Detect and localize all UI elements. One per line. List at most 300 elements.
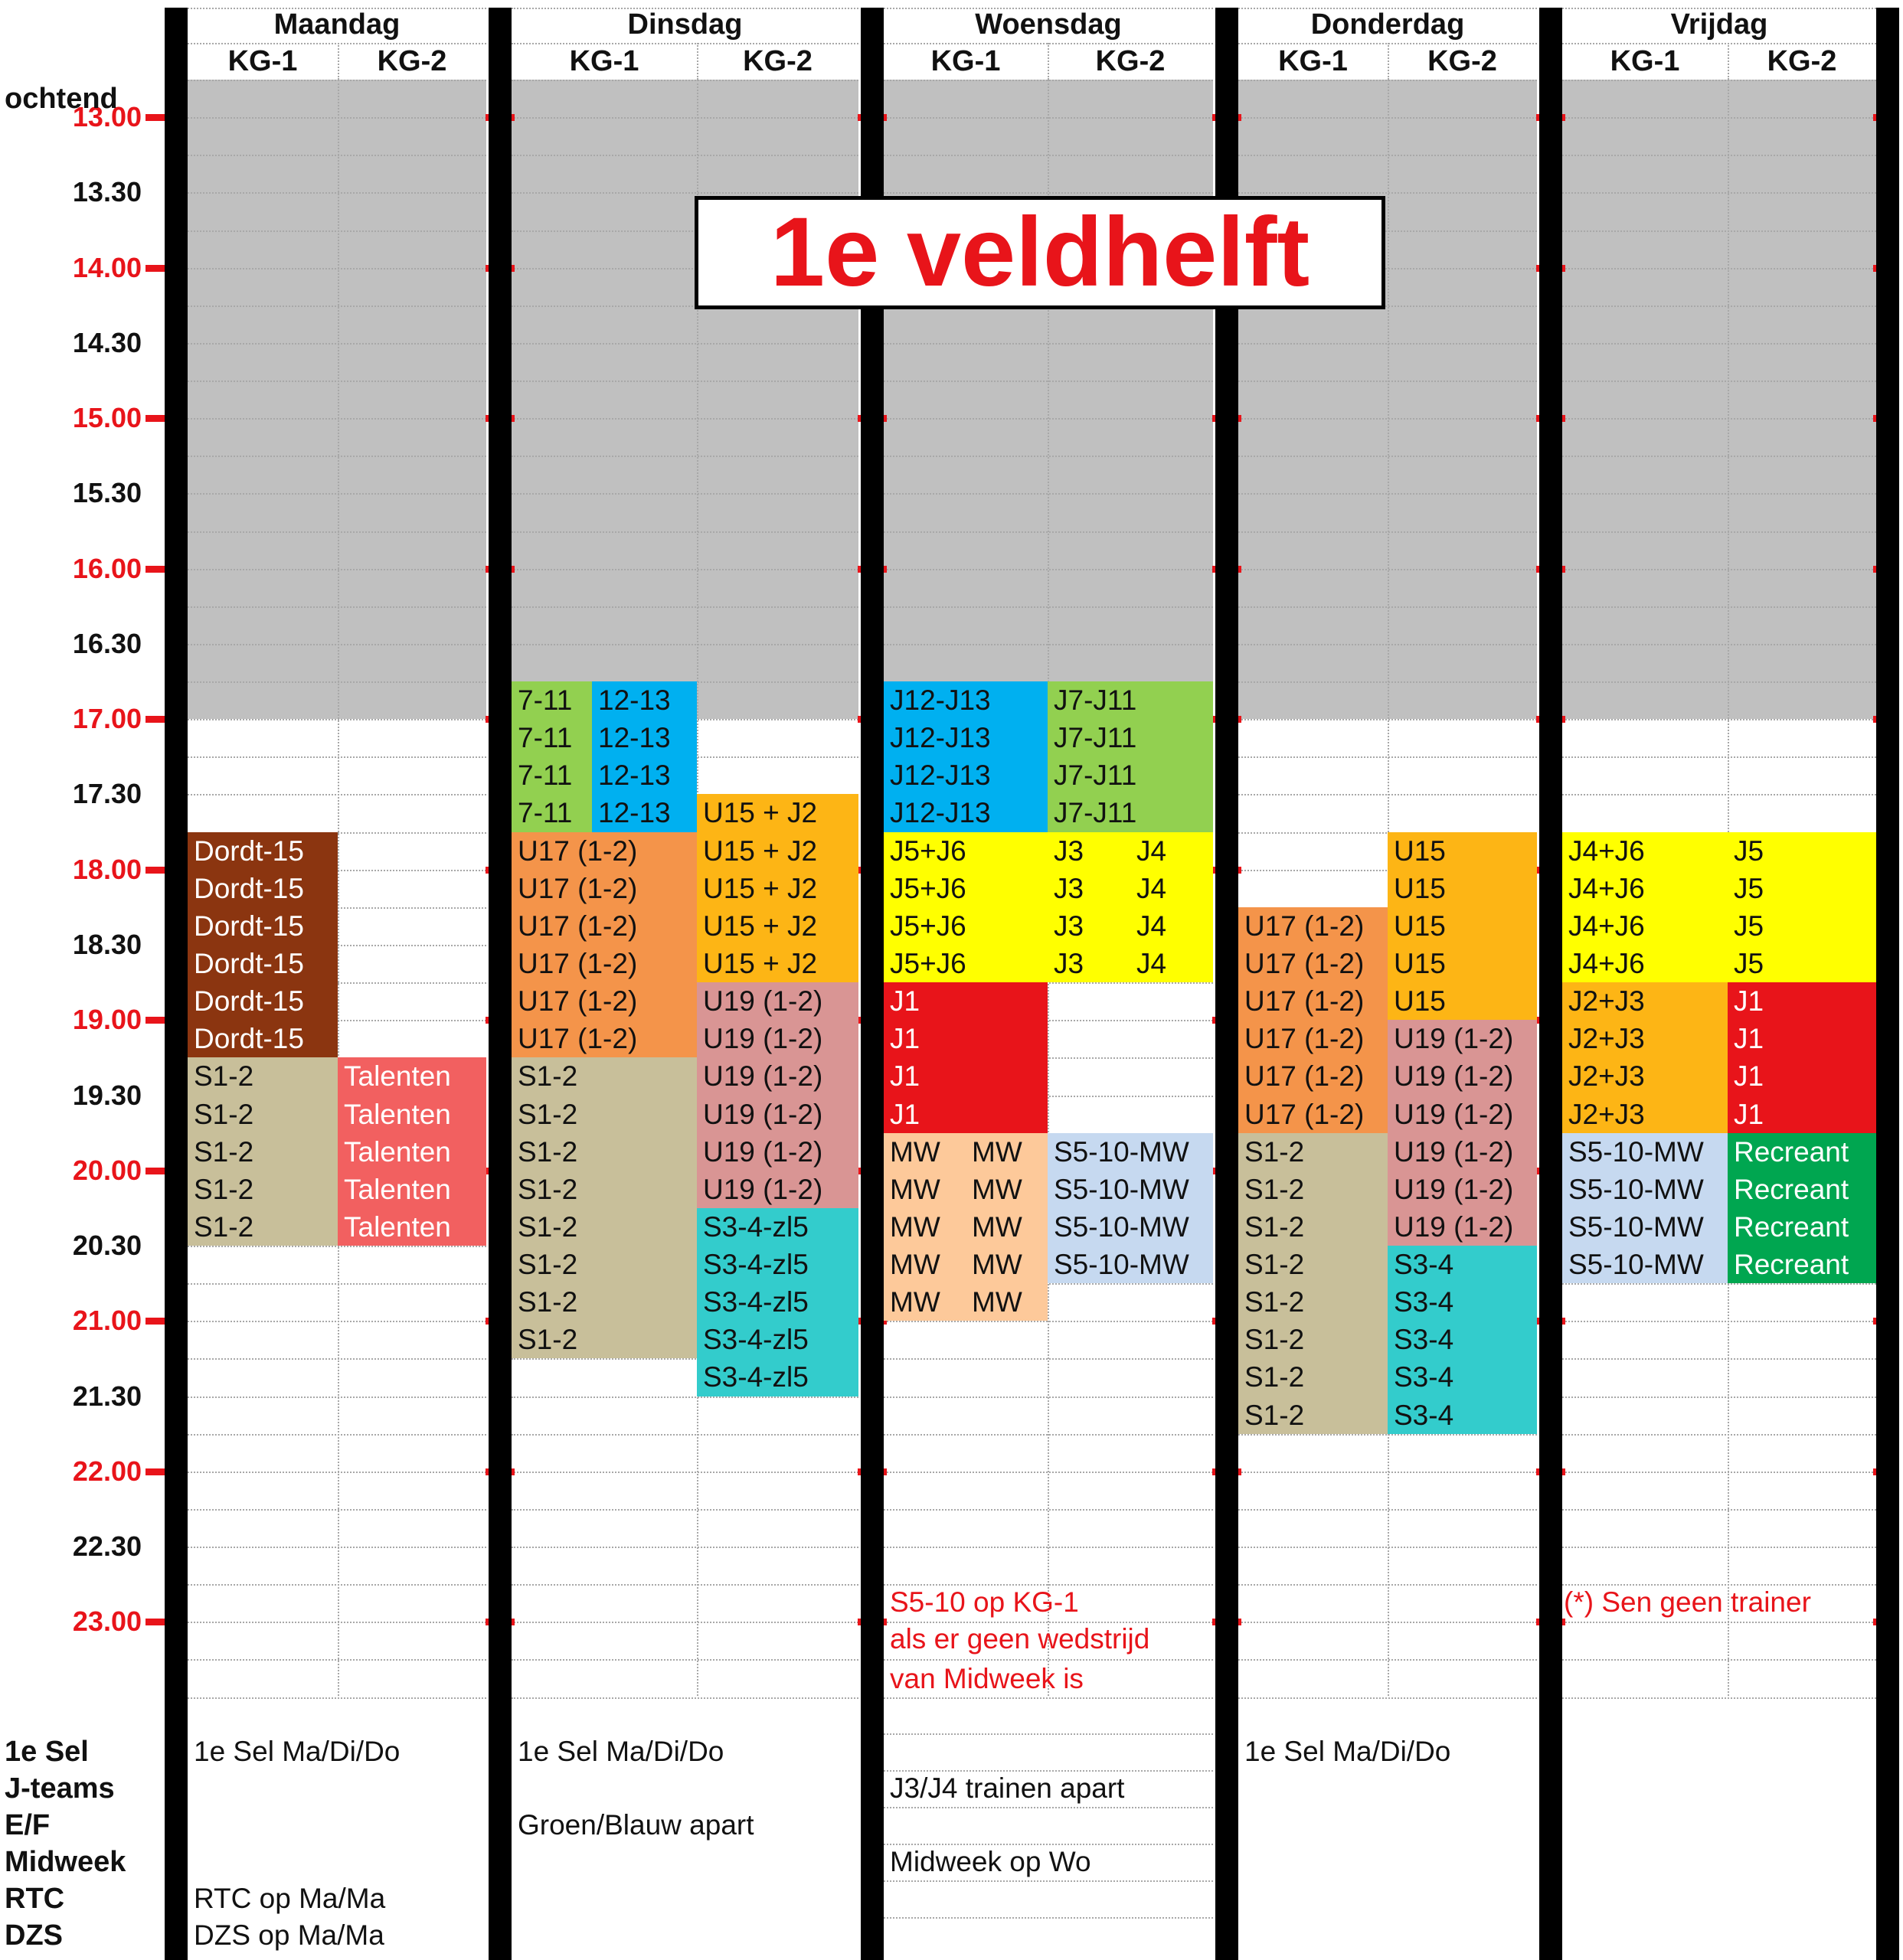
time-label: 16.00 <box>72 552 142 584</box>
field-header-thu-kg1: KG-1 <box>1278 45 1348 77</box>
grid-line <box>1562 80 1876 81</box>
schedule-cell: 12-13 <box>592 794 697 832</box>
grid-line <box>1562 1321 1876 1322</box>
grid-line <box>512 1622 858 1623</box>
grid-line <box>512 456 858 457</box>
schedule-cell: U19 (1-2) <box>697 1020 858 1057</box>
field-header-wed-kg1: KG-1 <box>930 45 1001 77</box>
grid-line <box>512 1584 858 1586</box>
schedule-cell: S1-2 <box>512 1321 697 1358</box>
schedule-cell: S5-10-MW <box>1562 1246 1728 1283</box>
schedule-cell: J2+J3 <box>1562 982 1728 1020</box>
grid-line <box>1562 681 1876 683</box>
schedule-cell: U17 (1-2) <box>512 870 697 907</box>
time-label: 16.30 <box>72 627 142 659</box>
grid-line <box>512 80 858 81</box>
grid-line <box>1562 644 1876 645</box>
footer-line <box>884 1917 1213 1919</box>
grid-line <box>512 343 858 345</box>
footer-label-ef: E/F <box>5 1809 51 1841</box>
time-label: 19.00 <box>72 1004 142 1036</box>
schedule-cell: U19 (1-2) <box>697 982 858 1020</box>
footer-label-midweek: Midweek <box>5 1846 126 1878</box>
schedule-cell: J12-J13 <box>884 719 1048 756</box>
schedule-cell: S3-4-zl5 <box>697 1208 858 1246</box>
schedule-cell: U15 + J2 <box>697 832 858 870</box>
schedule-cell: J5 <box>1728 945 1876 982</box>
schedule-cell: J1 <box>1728 1096 1876 1133</box>
grid-line <box>1562 493 1876 495</box>
time-label: 20.30 <box>72 1230 142 1262</box>
grid-line <box>1562 456 1876 457</box>
grid-line <box>188 1509 486 1511</box>
grid-line <box>1562 1283 1876 1285</box>
schedule-cell: J2+J3 <box>1562 1057 1728 1096</box>
schedule-cell: S3-4 <box>1388 1246 1537 1283</box>
grid-line <box>1562 794 1876 795</box>
schedule-cell: S1-2 <box>188 1096 338 1133</box>
schedule-cell: U17 (1-2) <box>512 1020 697 1057</box>
schedule-cell: U19 (1-2) <box>1388 1096 1537 1133</box>
schedule-cell: U15 <box>1388 832 1537 870</box>
schedule-cell: U15 <box>1388 945 1537 982</box>
schedule-cell: J4 <box>1130 907 1213 945</box>
grid-line <box>188 155 486 156</box>
schedule-cell: U17 (1-2) <box>1238 1020 1388 1057</box>
footer-tue-1e-sel: 1e Sel Ma/Di/Do <box>518 1736 724 1767</box>
time-label: 19.30 <box>72 1079 142 1111</box>
schedule-cell: J4+J6 <box>1562 870 1728 907</box>
schedule-cell: J4 <box>1130 832 1213 870</box>
grid-line <box>512 1396 858 1398</box>
schedule-cell: J12-J13 <box>884 756 1048 794</box>
schedule-cell: S1-2 <box>512 1171 697 1208</box>
schedule-cell: S1-2 <box>1238 1208 1388 1246</box>
schedule-cell: S5-10-MW <box>1048 1133 1213 1171</box>
grid-line <box>188 756 486 758</box>
schedule-cell: S1-2 <box>1238 1321 1388 1358</box>
grid-line <box>1562 756 1876 758</box>
schedule-cell: MW <box>966 1246 1048 1283</box>
schedule-cell: 12-13 <box>592 681 697 719</box>
grid-line <box>188 644 486 645</box>
note-fri: (*) Sen geen trainer <box>1564 1586 1811 1618</box>
schedule-cell: J5 <box>1728 870 1876 907</box>
schedule-cell: S1-2 <box>512 1096 697 1133</box>
field-header-fri-kg1: KG-1 <box>1610 45 1680 77</box>
schedule-cell: U19 (1-2) <box>1388 1057 1537 1096</box>
grid-line <box>512 531 858 533</box>
grid-line <box>1562 305 1876 307</box>
grid-line <box>188 1358 486 1360</box>
schedule-cell: J7-J11 <box>1048 719 1213 756</box>
schedule-cell: S3-4-zl5 <box>697 1246 858 1283</box>
grid-line <box>512 192 858 194</box>
grid-line <box>188 1472 486 1473</box>
schedule-cell: J7-J11 <box>1048 794 1213 832</box>
schedule-cell: J5+J6 <box>884 870 1048 907</box>
grid-line <box>188 1622 486 1623</box>
field-header-tue-kg1: KG-1 <box>569 45 639 77</box>
schedule-cell: U17 (1-2) <box>1238 1096 1388 1133</box>
grid-line <box>512 644 858 645</box>
grid-line <box>188 1697 486 1699</box>
grid-line <box>512 569 858 570</box>
day-separator-bar <box>489 8 512 1960</box>
grid-line <box>512 381 858 382</box>
schedule-cell: U15 + J2 <box>697 794 858 832</box>
schedule-cell: U17 (1-2) <box>1238 1057 1388 1096</box>
grid-line <box>512 1547 858 1548</box>
day-header-monday: Maandag <box>273 8 401 41</box>
schedule-cell: J3 <box>1048 945 1130 982</box>
grid-line <box>1562 531 1876 533</box>
schedule-cell: S1-2 <box>1238 1283 1388 1321</box>
schedule-cell: J1 <box>1728 1057 1876 1096</box>
grid-line <box>188 343 486 345</box>
schedule-cell: Talenten <box>338 1208 486 1246</box>
grid-line <box>188 418 486 420</box>
schedule-cell: Talenten <box>338 1096 486 1133</box>
schedule-cell: J1 <box>884 1057 1048 1096</box>
schedule-cell: Dordt-15 <box>188 1020 338 1057</box>
field-header-fri-kg2: KG-2 <box>1767 45 1837 77</box>
field-header-tue-kg2: KG-2 <box>743 45 813 77</box>
schedule-cell: S5-10-MW <box>1048 1171 1213 1208</box>
grid-line <box>188 1321 486 1322</box>
grid-line <box>188 1283 486 1285</box>
grid-line <box>512 1472 858 1473</box>
grid-line <box>188 305 486 307</box>
schedule-cell: MW <box>884 1208 966 1246</box>
schedule-cell: J3 <box>1048 832 1130 870</box>
time-label: 20.00 <box>72 1154 142 1186</box>
schedule-cell: U19 (1-2) <box>1388 1020 1537 1057</box>
day-header-friday: Vrijdag <box>1670 8 1768 41</box>
morning-label: ochtend <box>5 83 118 115</box>
note-wed-line-3: van Midweek is <box>890 1663 1084 1694</box>
grid-divider-0 <box>338 80 339 1696</box>
note-wed-line-2: als er geen wedstrijd <box>890 1623 1150 1655</box>
time-label: 23.00 <box>72 1606 142 1638</box>
schedule-cell: J4 <box>1130 945 1213 982</box>
schedule-cell: Dordt-15 <box>188 832 338 870</box>
schedule-cell: S1-2 <box>512 1283 697 1321</box>
grid-line <box>188 794 486 795</box>
schedule-cell: S1-2 <box>512 1246 697 1283</box>
grid-line <box>1562 117 1876 119</box>
footer-label-1e-sel: 1e Sel <box>5 1736 89 1768</box>
grid-line <box>188 117 486 119</box>
schedule-cell: U17 (1-2) <box>512 832 697 870</box>
schedule-cell: S1-2 <box>1238 1133 1388 1171</box>
grid-line <box>1562 155 1876 156</box>
schedule-cell: U19 (1-2) <box>1388 1133 1537 1171</box>
grid-line <box>512 493 858 495</box>
schedule-cell: S3-4 <box>1388 1396 1537 1434</box>
schedule-cell: S1-2 <box>512 1133 697 1171</box>
grid-line <box>188 531 486 533</box>
grid-line <box>188 1396 486 1398</box>
time-label: 17.30 <box>72 778 142 810</box>
schedule-cell: Talenten <box>338 1057 486 1096</box>
schedule-cell: S3-4 <box>1388 1321 1537 1358</box>
time-label: 22.30 <box>72 1530 142 1563</box>
grey-block-1 <box>512 80 858 719</box>
schedule-cell: J4 <box>1130 870 1213 907</box>
schedule-cell: U15 <box>1388 982 1537 1020</box>
grid-line <box>188 381 486 382</box>
time-label: 14.00 <box>72 251 142 283</box>
footer-wed-j-teams: J3/J4 trainen apart <box>890 1772 1125 1804</box>
schedule-cell: U19 (1-2) <box>697 1057 858 1096</box>
grid-line <box>188 569 486 570</box>
grid-line <box>188 606 486 608</box>
grid-line <box>1562 381 1876 382</box>
grid-line <box>1562 418 1876 420</box>
schedule-cell: J5 <box>1728 907 1876 945</box>
field-header-mon-kg1: KG-1 <box>227 45 298 77</box>
grid-line <box>512 1434 858 1436</box>
schedule-cell: 7-11 <box>512 719 592 756</box>
schedule-cell: U15 <box>1388 907 1537 945</box>
grid-line <box>188 1584 486 1586</box>
grid-line <box>1562 1472 1876 1473</box>
schedule-cell: J2+J3 <box>1562 1096 1728 1133</box>
grid-line <box>188 192 486 194</box>
schedule-cell: S1-2 <box>512 1057 697 1096</box>
schedule-cell: J3 <box>1048 907 1130 945</box>
schedule-cell: MW <box>884 1283 966 1321</box>
grid-line <box>1562 1697 1876 1699</box>
grid-line <box>512 1509 858 1511</box>
grid-line <box>512 1697 858 1699</box>
grid-line <box>1562 569 1876 570</box>
day-header-tuesday: Dinsdag <box>627 8 743 41</box>
schedule-cell: U17 (1-2) <box>1238 982 1388 1020</box>
grid-line <box>1562 719 1876 720</box>
schedule-cell: U17 (1-2) <box>1238 945 1388 982</box>
schedule-cell: U15 + J2 <box>697 870 858 907</box>
schedule-cell: 7-11 <box>512 756 592 794</box>
schedule-cell: Dordt-15 <box>188 907 338 945</box>
grid-line <box>512 155 858 156</box>
schedule-cell: U19 (1-2) <box>1388 1208 1537 1246</box>
schedule-cell: J1 <box>1728 1020 1876 1057</box>
footer-label-j-teams: J-teams <box>5 1772 115 1805</box>
grid-line <box>512 1659 858 1661</box>
grid-line <box>1562 1622 1876 1623</box>
grid-line <box>1562 1547 1876 1548</box>
schedule-cell: Dordt-15 <box>188 945 338 982</box>
field-half-banner: 1e veldhelft <box>695 196 1385 309</box>
grid-line <box>1562 1358 1876 1360</box>
schedule-cell: 7-11 <box>512 681 592 719</box>
schedule-cell: J1 <box>884 982 1048 1020</box>
schedule-cell: J2+J3 <box>1562 1020 1728 1057</box>
time-label: 21.00 <box>72 1305 142 1337</box>
day-separator-bar <box>1539 8 1562 1960</box>
schedule-cell: J4+J6 <box>1562 945 1728 982</box>
schedule-cell: 7-11 <box>512 794 592 832</box>
schedule-cell: U17 (1-2) <box>512 982 697 1020</box>
schedule-cell: S1-2 <box>1238 1171 1388 1208</box>
field-header-thu-kg2: KG-2 <box>1427 45 1497 77</box>
day-separator-bar <box>165 8 188 1960</box>
schedule-cell: J7-J11 <box>1048 756 1213 794</box>
grid-line <box>1562 1434 1876 1436</box>
schedule-cell: S5-10-MW <box>1048 1208 1213 1246</box>
grid-line <box>512 418 858 420</box>
footer-line <box>884 1733 1213 1735</box>
schedule-cell: MW <box>966 1171 1048 1208</box>
footer-mon-1e-sel: 1e Sel Ma/Di/Do <box>194 1736 401 1767</box>
grid-line <box>188 681 486 683</box>
footer-mon-rtc: RTC op Ma/Ma <box>194 1883 386 1914</box>
schedule-cell: MW <box>884 1133 966 1171</box>
day-header-wednesday: Woensdag <box>975 8 1122 41</box>
time-label: 13.30 <box>72 176 142 208</box>
footer-label-dzs: DZS <box>5 1919 63 1952</box>
schedule-cell: U15 <box>1388 870 1537 907</box>
schedule-cell: J5+J6 <box>884 832 1048 870</box>
grid-line <box>1562 192 1876 194</box>
grid-line <box>188 719 486 720</box>
time-label: 22.00 <box>72 1455 142 1487</box>
schedule-cell: 12-13 <box>592 756 697 794</box>
note-wed-line-1: S5-10 op KG-1 <box>890 1586 1079 1618</box>
schedule-cell: J7-J11 <box>1048 681 1213 719</box>
time-label: 13.00 <box>72 101 142 133</box>
grid-line <box>512 117 858 119</box>
schedule-cell: Recreant <box>1728 1171 1876 1208</box>
footer-line <box>884 1880 1213 1882</box>
grid-line <box>188 1434 486 1436</box>
grid-line <box>1238 1697 1537 1699</box>
day-separator-bar <box>1876 8 1899 1960</box>
schedule-cell: U19 (1-2) <box>697 1171 858 1208</box>
footer-line <box>884 1807 1213 1808</box>
schedule-cell: S1-2 <box>188 1133 338 1171</box>
grid-line <box>1562 606 1876 608</box>
schedule-cell: J12-J13 <box>884 794 1048 832</box>
time-label: 17.00 <box>72 703 142 735</box>
schedule-cell: MW <box>884 1171 966 1208</box>
schedule-cell: MW <box>884 1246 966 1283</box>
schedule-cell: J1 <box>1728 982 1876 1020</box>
footer-wed-midweek: Midweek op Wo <box>890 1846 1091 1877</box>
time-label: 18.00 <box>72 853 142 885</box>
grid-line <box>188 456 486 457</box>
schedule-cell: S5-10-MW <box>1562 1208 1728 1246</box>
schedule-cell: J1 <box>884 1020 1048 1057</box>
schedule-cell: S5-10-MW <box>1048 1246 1213 1283</box>
grid-line <box>188 230 486 232</box>
field-header-mon-kg2: KG-2 <box>377 45 447 77</box>
footer-tue-ef: Groen/Blauw apart <box>518 1809 754 1841</box>
grid-line <box>1562 268 1876 270</box>
grid-line <box>188 268 486 270</box>
grid-line <box>512 606 858 608</box>
schedule-cell: S1-2 <box>188 1171 338 1208</box>
schedule-cell: U19 (1-2) <box>697 1096 858 1133</box>
time-label: 15.00 <box>72 402 142 434</box>
schedule-cell: Talenten <box>338 1171 486 1208</box>
grid-line <box>1562 1509 1876 1511</box>
schedule-cell: J5+J6 <box>884 907 1048 945</box>
grid-line <box>884 1697 1213 1699</box>
schedule-cell: J4+J6 <box>1562 832 1728 870</box>
schedule-cell: S1-2 <box>188 1208 338 1246</box>
schedule-cell: J5+J6 <box>884 945 1048 982</box>
schedule-cell: Recreant <box>1728 1133 1876 1171</box>
schedule-cell: J1 <box>884 1096 1048 1133</box>
grid-line <box>1562 1396 1876 1398</box>
schedule-cell: S1-2 <box>1238 1358 1388 1396</box>
schedule-cell: MW <box>966 1133 1048 1171</box>
schedule-cell: U17 (1-2) <box>1238 907 1388 945</box>
schedule-cell: S5-10-MW <box>1562 1133 1728 1171</box>
schedule-cell: U19 (1-2) <box>697 1133 858 1171</box>
field-header-wed-kg2: KG-2 <box>1095 45 1166 77</box>
grid-line <box>188 493 486 495</box>
schedule-cell: U19 (1-2) <box>1388 1171 1537 1208</box>
schedule-cell: U15 + J2 <box>697 907 858 945</box>
schedule-cell: J3 <box>1048 870 1130 907</box>
time-label: 21.30 <box>72 1380 142 1412</box>
schedule-cell: J12-J13 <box>884 681 1048 719</box>
schedule-cell: S3-4 <box>1388 1283 1537 1321</box>
schedule-cell: S3-4-zl5 <box>697 1358 858 1396</box>
schedule-cell: S1-2 <box>512 1208 697 1246</box>
schedule-cell: S1-2 <box>1238 1246 1388 1283</box>
schedule-cell: J4+J6 <box>1562 907 1728 945</box>
grid-line <box>1562 1659 1876 1661</box>
schedule-cell: U17 (1-2) <box>512 907 697 945</box>
schedule-cell: MW <box>966 1283 1048 1321</box>
schedule-cell: S5-10-MW <box>1562 1171 1728 1208</box>
time-label: 15.30 <box>72 477 142 509</box>
schedule-cell: S3-4-zl5 <box>697 1321 858 1358</box>
grid-line <box>1562 230 1876 232</box>
schedule-cell: Recreant <box>1728 1208 1876 1246</box>
schedule-cell: Recreant <box>1728 1246 1876 1283</box>
schedule-cell: U15 + J2 <box>697 945 858 982</box>
grey-block-0 <box>188 80 486 719</box>
grid-line <box>188 80 486 81</box>
grid-line <box>1562 343 1876 345</box>
schedule-cell: S3-4 <box>1388 1358 1537 1396</box>
footer-label-rtc: RTC <box>5 1883 65 1915</box>
schedule-cell: MW <box>966 1208 1048 1246</box>
schedule-cell: Dordt-15 <box>188 982 338 1020</box>
grid-line <box>188 1246 486 1247</box>
schedule-cell: Talenten <box>338 1133 486 1171</box>
schedule-cell: S1-2 <box>1238 1396 1388 1434</box>
grid-line <box>188 1659 486 1661</box>
schedule-cell: S3-4-zl5 <box>697 1283 858 1321</box>
footer-thu-1e-sel: 1e Sel Ma/Di/Do <box>1244 1736 1451 1767</box>
footer-mon-dzs: DZS op Ma/Ma <box>194 1919 384 1951</box>
day-header-thursday: Donderdag <box>1310 8 1465 41</box>
schedule-cell: U17 (1-2) <box>512 945 697 982</box>
schedule-cell: Dordt-15 <box>188 870 338 907</box>
grey-block-4 <box>1562 80 1876 719</box>
schedule-cell: S1-2 <box>188 1057 338 1096</box>
grid-line <box>188 1547 486 1548</box>
schedule-cell: J5 <box>1728 832 1876 870</box>
time-label: 14.30 <box>72 326 142 358</box>
